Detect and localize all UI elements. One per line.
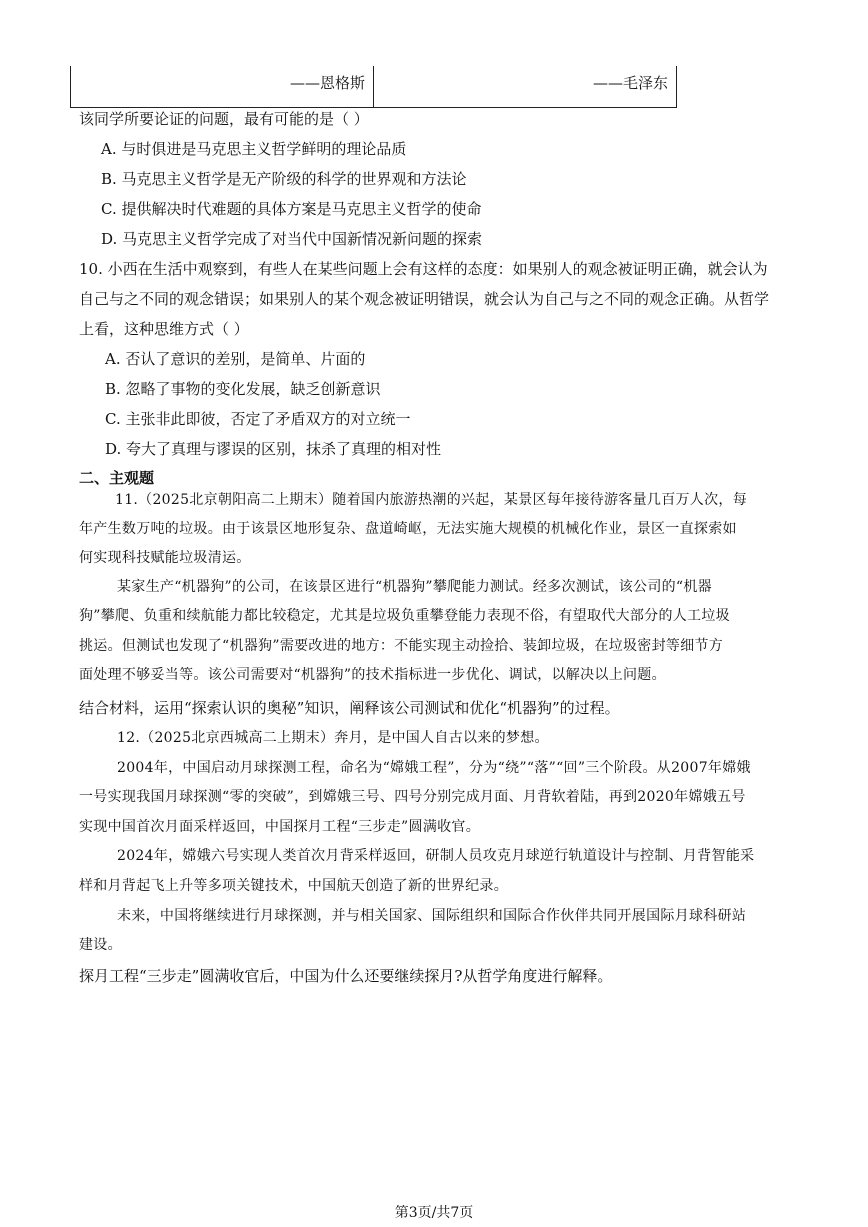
q12-line: 建设。 — [79, 937, 122, 953]
q10-option-a: A. 否认了意识的差别，是简单、片面的 — [105, 350, 366, 368]
q11-line: 何实现科技赋能垃圾清运。 — [79, 550, 251, 566]
q11-line: 狗”攀爬、负重和续航能力都比较稳定，尤其是垃圾负重攀登能力表现不俗，有望取代大部分的人工垃圾 — [79, 608, 730, 624]
q12-line: 样和月背起飞上升等多项关键技术，中国航天创造了新的世界纪录。 — [79, 878, 508, 894]
q12-line: 未来，中国将继续进行月球探测，并与相关国家、国际组织和国际合作伙伴共同开展国际月球科研站 — [117, 908, 747, 924]
q12-line: 2004年，中国启动月球探测工程，命名为“嫦娥工程”，分为“绕”“落”“回”三个阶段。从2007年嫦娥 — [117, 760, 751, 776]
quote-table — [70, 66, 677, 108]
q11-line: 11.（2025北京朝阳高二上期末）随着国内旅游热潮的兴起，某景区每年接待游客量几百万人次，每 — [115, 492, 747, 508]
page-footer: 第3页/共7页 — [394, 1205, 474, 1221]
attribution-mao: ——毛泽东 — [592, 74, 668, 92]
q12-line: 实现中国首次月面采样返回，中国探月工程“三步走”圆满收官。 — [79, 819, 481, 835]
q10-option-d: D. 夸大了真理与谬误的区别，抹杀了真理的相对性 — [105, 440, 442, 458]
q10-stem-line: 自己与之不同的观念错误；如果别人的某个观念被证明错误，就会认为自己与之不同的观念正确。从哲学 — [79, 290, 770, 308]
attribution-engels: ——恩格斯 — [289, 74, 365, 92]
q11-line: 面处理不够妥当等。该公司需要对“机器狗”的技术指标进一步优化、调试，以解决以上问题。 — [79, 667, 666, 683]
q9-option-a: A. 与时俱进是马克思主义哲学鲜明的理论品质 — [101, 140, 407, 158]
q12-line: 2024年，嫦娥六号实现人类首次月背采样返回，研制人员攻克月球逆行轨道设计与控制、月背智能采 — [117, 848, 755, 864]
q11-line: 年产生数万吨的垃圾。由于该景区地形复杂、盘道崎岖，无法实施大规模的机械化作业，景区一直探索如 — [79, 521, 737, 537]
quote-cell-engels — [71, 66, 374, 107]
q12-line: 一号实现我国月球探测“零的突破”，到嫦娥三号、四号分别完成月面、月背软着陆，再到2020年嫦娥五号 — [79, 789, 746, 805]
q12-question: 探月工程“三步走”圆满收官后，中国为什么还要继续探月?从哲学角度进行解释。 — [79, 967, 613, 985]
quote-cell-mao — [374, 66, 676, 107]
q9-option-b: B. 马克思主义哲学是无产阶级的科学的世界观和方法论 — [101, 170, 467, 188]
q10-option-b: B. 忽略了事物的变化发展，缺乏创新意识 — [105, 380, 381, 398]
q9-option-c: C. 提供解决时代难题的具体方案是马克思主义哲学的使命 — [101, 200, 482, 218]
q12-line: 12.（2025北京西城高二上期末）奔月，是中国人自古以来的梦想。 — [117, 730, 549, 746]
section-title: 二、主观题 — [79, 469, 155, 487]
q10-option-c: C. 主张非此即彼，否定了矛盾双方的对立统一 — [105, 410, 411, 428]
q10-stem-line: 上看，这种思维方式（ ） — [79, 320, 249, 338]
q9-option-d: D. 马克思主义哲学完成了对当代中国新情况新问题的探索 — [101, 230, 483, 248]
q11-line: 挑运。但测试也发现了“机器狗”需要改进的地方：不能实现主动捡拾、装卸垃圾，在垃圾密封等细节方 — [79, 638, 724, 654]
q11-line: 某家生产“机器狗”的公司，在该景区进行“机器狗”攀爬能力测试。经多次测试，该公司的“机器 — [117, 579, 712, 595]
q11-question: 结合材料，运用“探索认识的奥秘”知识，阐释该公司测试和优化“机器狗”的过程。 — [79, 699, 620, 717]
q9-stem: 该同学所要论证的问题，最有可能的是（ ） — [79, 110, 369, 128]
q10-stem-line: 10. 小西在生活中观察到，有些人在某些问题上会有这样的态度：如果别人的观念被证明正确，就会认为 — [79, 260, 768, 278]
